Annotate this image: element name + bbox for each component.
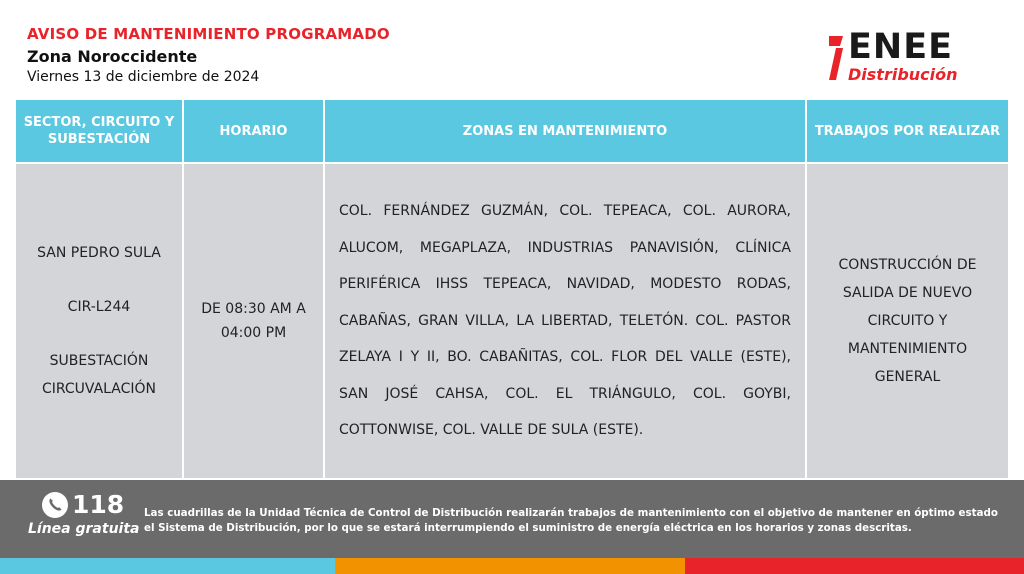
notice-title: AVISO DE MANTENIMIENTO PROGRAMADO	[27, 25, 390, 43]
stripe-red	[685, 558, 1024, 574]
logo-brand: ENEE	[848, 27, 954, 67]
table-header-row	[15, 99, 1009, 163]
table-row	[15, 163, 1009, 479]
zone-title: Zona Noroccidente	[27, 47, 198, 66]
substation-name: SUBESTACIÓN CIRCUVALACIÓN	[41, 353, 157, 397]
header-schedule: HORARIO	[183, 99, 324, 163]
schedule-text: DE 08:30 AM A 04:00 PM	[201, 301, 306, 341]
logo-subtitle: Distribución	[848, 65, 958, 84]
circuit-id: CIR-L244	[67, 299, 131, 315]
work-text: CONSTRUCCIÓN DE SALIDA DE NUEVO CIRCUITO Y MANTENIMIENTO GENERAL	[838, 257, 977, 385]
header-zones: ZONAS EN MANTENIMIENTO	[324, 99, 806, 163]
zones-text: COL. FERNÁNDEZ GUZMÁN, COL. TEPEACA, COL. AURORA, ALUCOM, MEGAPLAZA, INDUSTRIAS PANAVISIÓN, CLÍNICA PERIFÉRICA IHSS TEPEACA, NAVIDAD, MODESTO RODAS, CABAÑAS, GRAN VILLA, LA LIBERTAD, TELETÓN. COL. PASTOR ZELAYA I Y II, BO. CABAÑITAS, COL. FLOR DEL VALLE (ESTE), SAN JOSÉ CAHSA, COL. EL TRIÁNGULO, COL. GOYBI, COTTONWISE, COL. VALLE DE SULA (ESTE).	[339, 203, 791, 439]
work-cell	[806, 163, 1009, 479]
hotline-label: Línea gratuita	[28, 521, 140, 537]
header-sector: SECTOR, CIRCUITO Y SUBESTACIÓN	[15, 99, 183, 163]
sector-name: SAN PEDRO SULA	[37, 245, 161, 261]
footer-notice-text: Las cuadrillas de la Unidad Técnica de Control de Distribución realizarán trabajos de mantenimiento con el objetivo de mantener en óptimo estado el Sistema de Distribución, por lo que se estará interrumpiendo el suministro de energía eléctrica en los horarios y zonas descritas.	[144, 507, 998, 534]
enee-logo-mark-icon	[826, 34, 848, 82]
sector-cell	[15, 163, 183, 479]
enee-logo	[826, 27, 991, 87]
color-stripes	[0, 558, 1024, 574]
hotline-number: 118	[72, 490, 125, 519]
notice-header	[27, 25, 390, 85]
zones-cell	[324, 163, 806, 479]
maintenance-table	[14, 98, 1010, 480]
notice-date: Viernes 13 de diciembre de 2024	[27, 69, 260, 85]
header-work: TRABAJOS POR REALIZAR	[806, 99, 1009, 163]
stripe-orange	[335, 558, 685, 574]
footer-bar	[0, 480, 1024, 558]
schedule-cell	[183, 163, 324, 479]
phone-icon	[42, 492, 68, 518]
stripe-cyan	[0, 558, 335, 574]
